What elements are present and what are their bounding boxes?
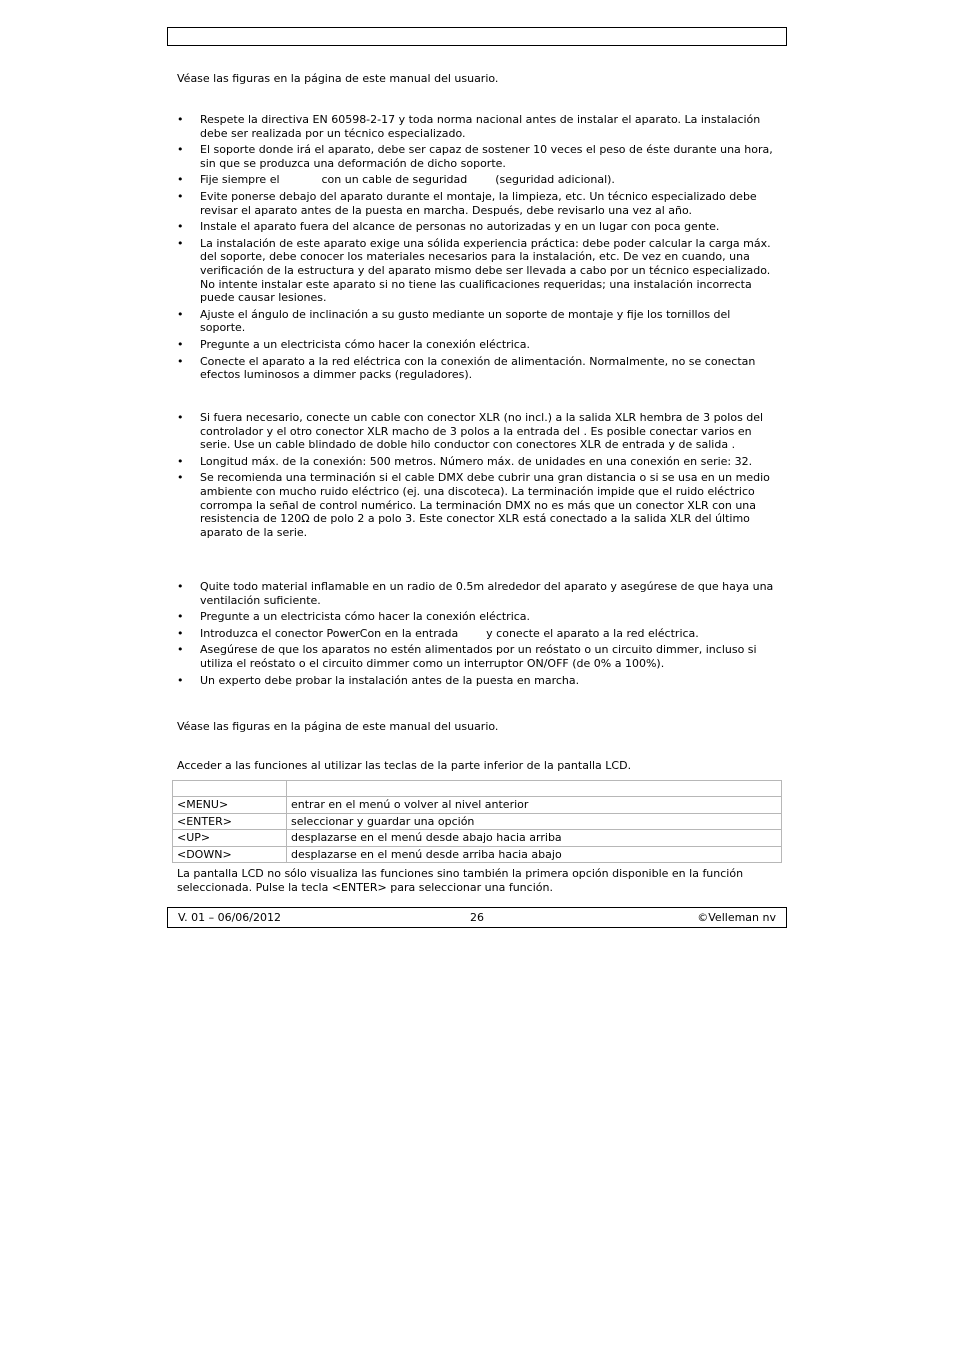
list-item: • Pregunte a un electricista cómo hacer la conexión eléctrica. (177, 338, 777, 352)
lcd-note-text: La pantalla LCD no sólo visualiza las funciones sino también la primera opción disponible en la función seleccionada. Pulse la tecla <ENTER> para seleccionar una función. (177, 867, 744, 894)
functions-intro-text: Acceder a las funciones al utilizar las teclas de la parte inferior de la pantalla LCD. (177, 759, 632, 772)
table-header-cell (287, 781, 782, 797)
list-item: • El soporte donde irá el aparato, debe ser capaz de sostener 10 veces el peso de éste durante una hora, sin que se produzca una deformación de dicho soporte. (177, 143, 777, 170)
list-item: • Evite ponerse debajo del aparato durante el montaje, la limpieza, etc. Un técnico especializado debe revisar el aparato antes de la puesta en marcha. Después, debe revisarlo una vez al año. (177, 190, 777, 217)
description-cell: desplazarse en el menú desde abajo hacia arriba (287, 830, 782, 847)
footer-copyright: ©Velleman nv (697, 911, 776, 924)
footer-page-number: 26 (470, 911, 484, 924)
keys-table (172, 780, 782, 863)
key-cell: <UP> (173, 830, 287, 847)
key-cell: <DOWN> (173, 846, 287, 863)
page-footer (167, 907, 787, 928)
list-item: • Quite todo material inflamable en un radio de 0.5m alrededor del aparato y asegúrese de que haya una ventilación suficiente. (177, 580, 777, 607)
list-item: • Un experto debe probar la instalación antes de la puesta en marcha. (177, 674, 777, 688)
use-figures-text: Véase las figuras en la página de este manual del usuario. (177, 720, 499, 733)
list-item: • Fije siempre el con un cable de seguridad (seguridad adicional). (177, 173, 777, 187)
table-row (173, 813, 782, 830)
mounting-list (177, 113, 777, 385)
description-cell: entrar en el menú o volver al nivel anterior (287, 797, 782, 814)
intro-figures-text: Véase las figuras en la página de este manual del usuario. (177, 72, 499, 85)
table-header-row (173, 781, 782, 797)
list-item: • La instalación de este aparato exige una sólida experiencia práctica: debe poder calcular la carga máx. del soporte, debe conocer los materiales necesarios para la instalación, etc. De vez en cuando, una verificación de la estructura y del aparato mismo debe ser llevada a cabo por un técnico especializado. No intente instalar este aparato si no tiene las cualificaciones requeridas; una instalación incorrecta puede causar lesiones. (177, 237, 777, 305)
list-item: • Introduzca el conector PowerCon en la entrada y conecte el aparato a la red eléctrica. (177, 627, 777, 641)
page-header-box (167, 27, 787, 46)
footer-version: V. 01 – 06/06/2012 (178, 911, 281, 924)
list-item: • Instale el aparato fuera del alcance de personas no autorizadas y en un lugar con poca gente. (177, 220, 777, 234)
description-cell: desplazarse en el menú desde arriba hacia abajo (287, 846, 782, 863)
list-item: • Longitud máx. de la conexión: 500 metros. Número máx. de unidades en una conexión en serie: 32. (177, 455, 777, 469)
power-list (177, 580, 777, 690)
key-cell: <ENTER> (173, 813, 287, 830)
table-row (173, 830, 782, 847)
table-row (173, 846, 782, 863)
list-item: • Respete la directiva EN 60598-2-17 y toda norma nacional antes de instalar el aparato. La instalación debe ser realizada por un técnico especializado. (177, 113, 777, 140)
table-header-cell (173, 781, 287, 797)
key-cell: <MENU> (173, 797, 287, 814)
table-row (173, 797, 782, 814)
list-item: • Conecte el aparato a la red eléctrica con la conexión de alimentación. Normalmente, no se conectan efectos luminosos a dimmer packs (reguladores). (177, 355, 777, 382)
list-item: • Ajuste el ángulo de inclinación a su gusto mediante un soporte de montaje y fije los tornillos del soporte. (177, 308, 777, 335)
description-cell: seleccionar y guardar una opción (287, 813, 782, 830)
dmx-list (177, 411, 777, 542)
list-item: • Pregunte a un electricista cómo hacer la conexión eléctrica. (177, 610, 777, 624)
list-item: • Asegúrese de que los aparatos no estén alimentados por un reóstato o un circuito dimmer, incluso si utiliza el reóstato o el circuito dimmer como un interruptor ON/OFF (de 0% a 100%). (177, 643, 777, 670)
list-item: • Si fuera necesario, conecte un cable con conector XLR (no incl.) a la salida XLR hembra de 3 polos del controlador y el otro conector XLR macho de 3 polos a la entrada del . Es posible conectar varios en serie. Use un cable blindado de doble hilo conductor con conectores XLR de entrada y de salida . (177, 411, 777, 452)
list-item: • Se recomienda una terminación si el cable DMX debe cubrir una gran distancia o si se usa en un medio ambiente con mucho ruido eléctrico (ej. una discoteca). La terminación impide que el ruido eléctrico corrompa la señal de control numérico. La terminación DMX no es más que un conector XLR con una resistencia de 120Ω de polo 2 a polo 3. Este conector XLR está conectado a la salida XLR del último aparato de la serie. (177, 471, 777, 539)
